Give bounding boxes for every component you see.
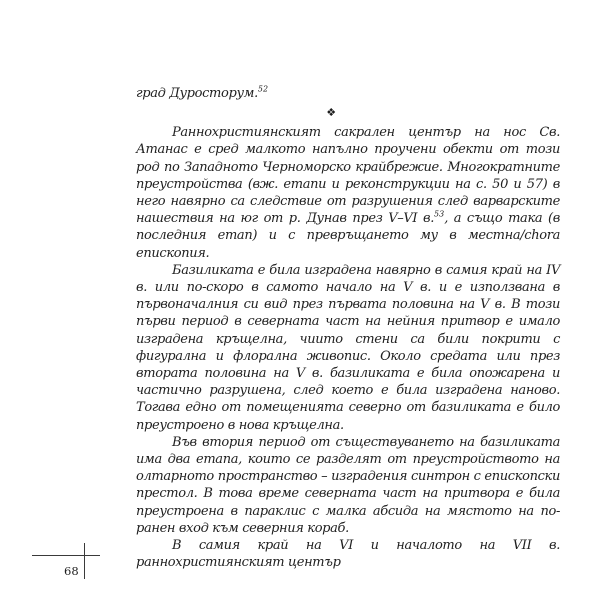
footnote-ref-53: 53 [434,209,445,219]
page-number: 68 [64,564,79,578]
crop-mark-horizontal [32,555,100,556]
footnote-ref-52: 52 [257,84,269,94]
paragraph-continuation [136,85,560,102]
paragraph-1-text-a: Раннохристиянският сакрален център на нос Св. Атанас е сред малкото напълно проучени обекти от този род по Западното Черноморско крайбрежие. Многократните преустройства (вж. етапи и реконструкции на с. 50 и 57) в него навярно са следствие от разрушения след варварските нашествия на юг от р. Дунав през V–VI в. [136,125,560,227]
paragraph-1-text-b: , а също така (в последния етап) и с превръщането му в местна/ [136,211,560,244]
text-column [136,85,560,571]
paragraph-1-text-c: епископия. [136,245,210,261]
crop-mark-vertical [84,543,85,579]
latin-term-chora: chora [524,228,560,244]
paragraph-3: Във втория период от съществуването на базиликата има два етапа, които се разделят от преустройството на олтарното пространство – изградения синтрон с епископски престол. В това време северната част на притвора е била преустроена в параклис с малка абсида на мястото на по-ранен вход към северния кораб. [136,434,560,536]
paragraph-4: В самия край на VI и началото на VII в. раннохристиянският център [136,538,560,571]
paragraph-2: Базиликата е била изградена навярно в самия край на IV в. или по-скоро в самото начало на V в. и е използвана в първоначалния си вид през първата половина на V в. В този първи период в северната част на нейния притвор е имало изградена кръщелна, чиито стени са били покрити с фигурална и флорална живопис. Около средата или през втората половина на V в. базиликата е била опожарена и частично разрушена, след което е била изградена наново. Тогава едно от помещенията северно от базиликата е било преустроено в нова кръщелна. [136,262,560,433]
continuation-text: град Дуросторум. [136,86,258,101]
section-divider-ornament-icon: ❖ [326,106,336,120]
paragraph-1 [136,124,560,262]
